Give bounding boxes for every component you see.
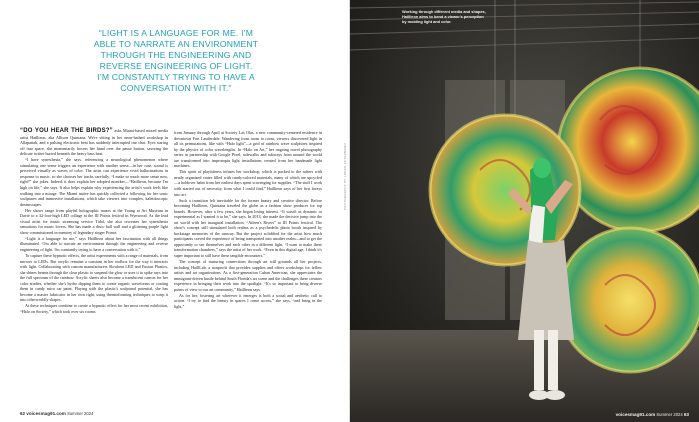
article-paragraph: At these techniques combine to create a hypnotic effect for her most recent exhibition, “Halo on Society,” which took over six rooms: [20, 303, 168, 314]
article-paragraph: “Light is a language for me,” says Haillieon about her fascination with all things illuminated. “I'm able to narrate an environment through the engineering and reverse engineering of light. I'm constantly trying to have a conversation with it.”: [20, 235, 168, 252]
issue-label: Summer 2024: [656, 412, 683, 417]
article-paragraph: “I have synesthesia,” she says, referencing a neurological phenomenon where stimulating one sense triggers an experience with another sense—in her case, sound is perceived visually as waves of color. The artist can experience vivid hallucinations in response to music, so she chooses her tracks carefully. “I make so much more sense now, right?” she jokes. Indeed, it does explain her adopted moniker—“Haillieon, because I'm high on life,” she says. It also helps explain why experiencing the artist's work feels like walking into a mirage. The Miami native has quickly collected a following for her sonic sculptures and immersive installations, which take viewers into complex, kaleidoscopic dreamscapes.: [20, 157, 168, 207]
issue-label: Summer 2024: [67, 411, 94, 416]
article-paragraph: from January through April at Society Las Olas, a new community-centered residence in downtown Fort Lauderdale. Wandering from room to room, viewers discovered light in all its permutations, like with “Halo light”—a grid of rainbow wave sculptures inspired by the physics of color wavelengths. In “Halo on Art,” her ongoing travel photography series in partnership with Google Pixel, sidewalks and subways from around the world are transformed into impromptu light installations created from her handmade light machines.: [174, 130, 322, 169]
pull-quote: “LIGHT IS A LANGUAGE FOR ME. I’M ABLE TO NARRATE AN ENVIRONMENT THROUGH THE ENGINEERING AND REVERSE ENGINEERING OF LIGHT. I’M CONSTANTLY TRYING TO HAVE A CONVERSATION WITH IT.”: [93, 28, 259, 93]
page-number: 63: [683, 412, 689, 417]
left-page: [0, 0, 349, 422]
photo-credit: PHOTOGRAPHY BY LOREN PETERMANN: [343, 143, 347, 210]
site-name: voicesmag91.com: [615, 412, 656, 417]
artist-photo: [350, 0, 699, 422]
folio-left: [20, 411, 93, 416]
article-paragraph: Such a transition felt inevitable for the former beauty and creative director. Before becoming Haillieon, Quintana traveled the globe as a fashion show producer for top brands. However, after a few years, she began losing interest. “It wasn't as dynamic or experimental as I wanted it to be,” she says. In 2013, she made the decisive jump into the art world with her inaugural installation, “Aileen's Rivers” at III Points festival. The show's concept still stimulated both realms as a psychedelic photo booth inspired by backstage memories of the runway. But the project solidified for the artist how much participants craved the experience of being transported into another realm—and to get the opportunity to see themselves and each other in a different light. “I want to make these transformation chambers,” says the artist of her work. “Even in this digital age, I think it's super important to still have these tangible encounters.”: [174, 197, 322, 259]
right-page: [350, 0, 699, 422]
article-paragraph: Her shows range from playful holographic mazes at the Young at Art Museum in Davie to a 32-foot-high LED collage at the III Points festival in Wynwood. As the lead visual artist for music streaming service Tidal, she also recreates her synesthesia sensations for music lovers. She has made a disco ball wall and a glittering purple light show commissioned in memory of legendary singer Prince.: [20, 207, 168, 235]
page-number: 62: [20, 411, 26, 416]
article-paragraph: To capture these hypnotic effects, the artist experiments with a range of materials, from mirrors to LEDs. But acrylic remains a constant in her toolbox for the way it interacts with light. Collaborating with custom manufacturers Slowbeat LED and Fusion Plastics, she shines beams through the clear plastic to suspend the glow or uses it to spike rays into the full spectrum of the rainbow. Acrylic sheets also become a translucent canvas for her color studies, whether she's hydro dipping them to create organic waveforms or coating them in candy mica car paint. Playing with the plastic's sculptural potential, she has become a master fabricator in her own right, using thermoforming techniques to warp it into otherworldly shapes.: [20, 253, 168, 303]
article-paragraph: The concept of nurturing connections through art still grounds all her projects, including HaillLab, a nonprofit that provides supplies and offers workshops for fellow artists and art organizations. As a first-generation Cuban American, she appreciates the immigrant-driven hustle behind South Florida's art scene and the challenges these creators experience in bringing their work into the spotlight. “It's so important to bring diverse points of view to our art community,” Haillieon says.: [174, 259, 322, 292]
article-paragraph: As for her, fostering art wherever it emerges is both a social and aesthetic call to action. “I try to find the beauty in spaces I come across,” she says, “and bring in the light.”: [174, 292, 322, 309]
site-name: voicesmag91.com: [26, 411, 66, 416]
article-paragraph: This spirit of playfulness infuses her workshop, which is packed to the rafters with neatly organized crates filled with candy-colored materials, many of which are upcycled—a holdover habit from her earliest days spent scavenging for supplies. “The stuff I work with started out of necessity, from what I could find,” Haillieon says of her first forays into art.: [174, 169, 322, 197]
photo-caption: Working through different media and shapes, Haillieon aims to bend a viewer's perception by molding light and color.: [402, 9, 486, 24]
article-column-2: [174, 130, 322, 310]
article-column-1: [20, 128, 168, 315]
folio-right: [616, 412, 689, 417]
lead-in: “DO YOU HEAR THE BIRDS?”: [20, 128, 113, 134]
article-paragraph: “DO YOU HEAR THE BIRDS?” asks Miami-based mixed media artist Haillieon, aka Allison Quintana. We're sitting in her neon-bathed workshop in Allapattah, and a pulsing electronic beat has suddenly interrupted our chat. Eyes staring off into space, she momentarily hovers her hand over the pause button, savoring the delicate twitter buried beneath the heavy bass beat.: [20, 128, 168, 157]
